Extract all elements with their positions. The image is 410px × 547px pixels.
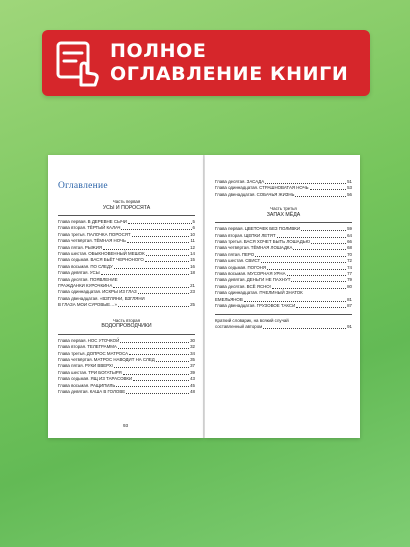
chapter-title: СТРАШНОВАТАЯ НОЧЬ [259,185,309,191]
right-page [205,155,360,438]
chapter-page: 68 [347,245,352,251]
divider [58,334,195,335]
chapter-page: 18 [190,270,195,276]
chapter-title: МАТРОС НАВОДИТ НА СЛЕД [93,356,155,362]
chapter-label: Глава пятая. [215,251,241,257]
chapter-title: ВАСЯ ХОЧЕТ БЫТЬ ЛОШАДЬЮ [243,239,311,245]
toc-entry[interactable] [58,277,195,290]
chapter-title: ДОПРОС МАТРОСА [86,350,129,356]
chapter-title: КАША В ГОЛОВЕ [89,388,126,394]
chapter-page: 70 [347,251,352,257]
chapter-label: Глава одиннадцатая. [215,290,259,296]
chapter-page: 16 [190,263,195,269]
chapter-label: Глава восьмая. [58,382,90,388]
banner-line-2: ОГЛАВЛЕНИЕ КНИГИ [110,63,349,85]
chapter-page: 32 [190,344,195,350]
chapter-page: 81 [347,296,352,302]
chapter-label: Глава восьмая. [58,263,90,269]
chapter-page: 15 [190,257,195,263]
toc-entry[interactable] [58,296,195,309]
chapter-title: ВАСЯ БЬЁТ ЧЕРНОНОГО [90,257,144,263]
chapter-label: Глава первая. [58,219,87,224]
chapter-title: ВСЁ ЯСНО! [246,283,271,289]
chapter-label: Глава девятая. [58,388,89,394]
dictionary-page: 91 [347,323,352,329]
chapter-title: ПО СЛЕДУ [90,263,113,269]
toc-title: Оглавление [58,181,108,191]
chapter-label: Глава третья. [58,231,86,237]
chapter-label: Глава первая. [215,226,244,232]
chapter-page: 66 [347,239,352,245]
chapter-title: «ВЗГЛЯНИ, ВЗГЛЯНИ [99,295,145,301]
banner-line-1: ПОЛНОЕ [110,40,207,62]
chapter-label: Глава четвёртая. [58,356,93,362]
chapter-title: ТЁРТЫЙ КАЛАЧ [87,225,121,231]
chapter-page: 11 [190,238,195,244]
chapter-page: 80 [347,283,352,289]
chapter-title: ПОГОНЯ [247,264,266,270]
chapter-title: РУКИ ВВЕРХ! [84,363,114,369]
chapter-page: 87 [347,303,352,309]
chapter-label: Глава десятая. [58,276,89,282]
chapter-page: 23 [190,289,195,295]
chapter-page: 6 [192,225,195,231]
chapter-page: 74 [347,264,352,270]
chapter-title: МУСОРНАЯ УРНА [247,271,286,277]
chapter-page: 25 [190,302,195,308]
chapter-page: 79 [347,277,352,283]
toc-entry[interactable] [215,192,352,198]
chapter-label: Глава пятая. [58,244,84,250]
toc-entry[interactable] [58,389,195,395]
part-label: Часть третья [270,206,297,212]
part-heading [215,206,352,218]
chapter-title: ТЁМНАЯ ЛОШАДКА [250,245,293,251]
document-touch-icon [52,37,104,89]
banner-text [110,40,348,86]
chapter-label: Глава седьмая. [58,257,90,263]
chapter-page: 64 [347,232,352,238]
chapter-title: УСЫ [89,270,100,276]
chapter-title: ДЕНЬГИ НЕ ПАХНУТ [246,277,291,283]
chapter-page: 45 [190,382,195,388]
chapter-title-cont: ГРАЖДАНКИ КУРОЧКИНА [58,283,113,289]
chapter-title: ГРУЗОВОЕ ТАКСИ [256,303,296,309]
chapter-title: ЩЕПКИ ЛЕТЯТ [244,232,276,238]
toc-entry-dictionary[interactable] [215,318,352,331]
chapter-label: Глава шестая. [58,251,88,257]
chapter-page: 59 [347,226,352,232]
chapter-label: Глава шестая. [58,369,88,375]
chapter-title: ТЕЛЕГРАММА [87,344,117,350]
chapter-label: Глава десятая. [215,179,246,184]
promo-banner [42,30,370,96]
chapter-title: ТРИ БОГАТЫРЯ [88,369,122,375]
part-title: УСЫ И ПОРОСЯТА [102,204,151,211]
part-label: Часть первая [112,199,141,204]
chapter-page: 21 [190,283,195,289]
chapter-title-cont: В ГЛАЗА МОИ СУРОВЫЕ…» [58,302,117,308]
chapter-label: Глава двенадцатая. [215,303,256,309]
chapter-label: Глава восьмая. [215,271,247,277]
chapter-page: 48 [190,388,195,394]
chapter-page: 35 [190,356,195,362]
chapter-page: 53 [347,185,352,191]
chapter-label: Глава одиннадцатая. [58,289,102,295]
chapter-title: НОС УТОЧКОЙ [87,337,120,343]
chapter-title: ЗАСАДА [246,179,265,184]
dictionary-title-cont: составленный автором [215,323,263,329]
chapter-label: Глава девятая. [215,277,246,283]
chapter-page: 37 [190,363,195,369]
chapter-title: В ДЕРЕВНЕ СЫЧИ [87,219,127,224]
chapter-page: 43 [190,376,195,382]
chapter-page: 56 [347,191,352,197]
chapter-label: Глава одиннадцатая. [215,185,259,191]
chapter-page: 72 [347,258,352,264]
chapter-label: Глава пятая. [58,363,84,369]
divider [58,215,195,216]
chapter-title: ЦВЕТОЧЕК БЕЗ ПОЛИВКИ [244,226,300,232]
divider [215,314,352,315]
chapter-label: Глава вторая. [215,232,244,238]
part-label: Часть вторая [113,317,140,323]
chapter-title: РАЩИПИЛЬ [90,382,116,388]
chapter-title: ПЧЕЛИНЫЙ ЗНАТОК [259,290,303,296]
chapter-title: СОБАЧЬЯ ЖИЗНЬ [256,191,295,197]
chapter-title-cont: ЕМЕЛЬЯНОВ [215,296,243,302]
chapter-page: 77 [347,271,352,277]
chapter-label: Глава шестая. [215,258,245,264]
part-title: ЗАПАХ МЁДА [266,211,301,218]
chapter-page: 12 [190,244,195,250]
chapter-page: 51 [347,179,352,184]
chapter-title: ТЁМНАЯ НОЧЬ [93,238,126,244]
part-heading [58,199,195,211]
chapter-label: Глава седьмая. [215,264,247,270]
dictionary-title: Краткий словарик, на всякий случай [215,317,289,323]
chapter-title: ПОЯВЛЕНИЕ [89,276,118,282]
chapter-page: 30 [190,337,195,343]
chapter-label: Глава третья. [215,239,243,245]
chapter-label: Глава четвёртая. [58,238,93,244]
chapter-title: ПЕРО [241,251,255,257]
chapter-title: РЫЖИЯ [84,244,103,250]
chapter-page: 14 [190,251,195,257]
toc-entry[interactable] [215,290,352,303]
chapter-page: 34 [190,350,195,356]
chapter-page: 10 [190,231,195,237]
chapter-label: Глава девятая. [58,270,89,276]
chapter-page: 5 [192,219,195,224]
chapter-label: Глава вторая. [58,344,87,350]
chapter-label: Глава вторая. [58,225,87,231]
chapter-label: Глава третья. [58,350,86,356]
part-heading [58,318,195,330]
page-number: 93 [122,423,129,428]
chapter-title: ИСКРЫ ИЗ ГЛАЗ [102,289,137,295]
chapter-label: Глава седьмая. [58,376,90,382]
chapter-label: Глава двенадцатая. [215,191,256,197]
chapter-title: ПАЛОЧКА ПОРОСЯТ [86,231,131,237]
divider [215,222,352,223]
chapter-title: СВИСТ [245,258,261,264]
part-title: ВОДОПРОВОДЧИКИ [101,323,152,330]
chapter-page: 39 [190,369,195,375]
chapter-title: ОБЫКНОВЕННЫЙ МЕШОК [88,251,145,257]
toc-entry[interactable] [215,303,352,309]
chapter-label: Глава двенадцатая. [58,295,99,301]
chapter-label: Глава первая. [58,337,87,343]
left-page [48,155,203,438]
chapter-label: Глава десятая. [215,283,246,289]
chapter-label: Глава четвёртая. [215,245,250,251]
chapter-title: ЯЩ ИЗ ТАРАСОВКИ [90,376,133,382]
